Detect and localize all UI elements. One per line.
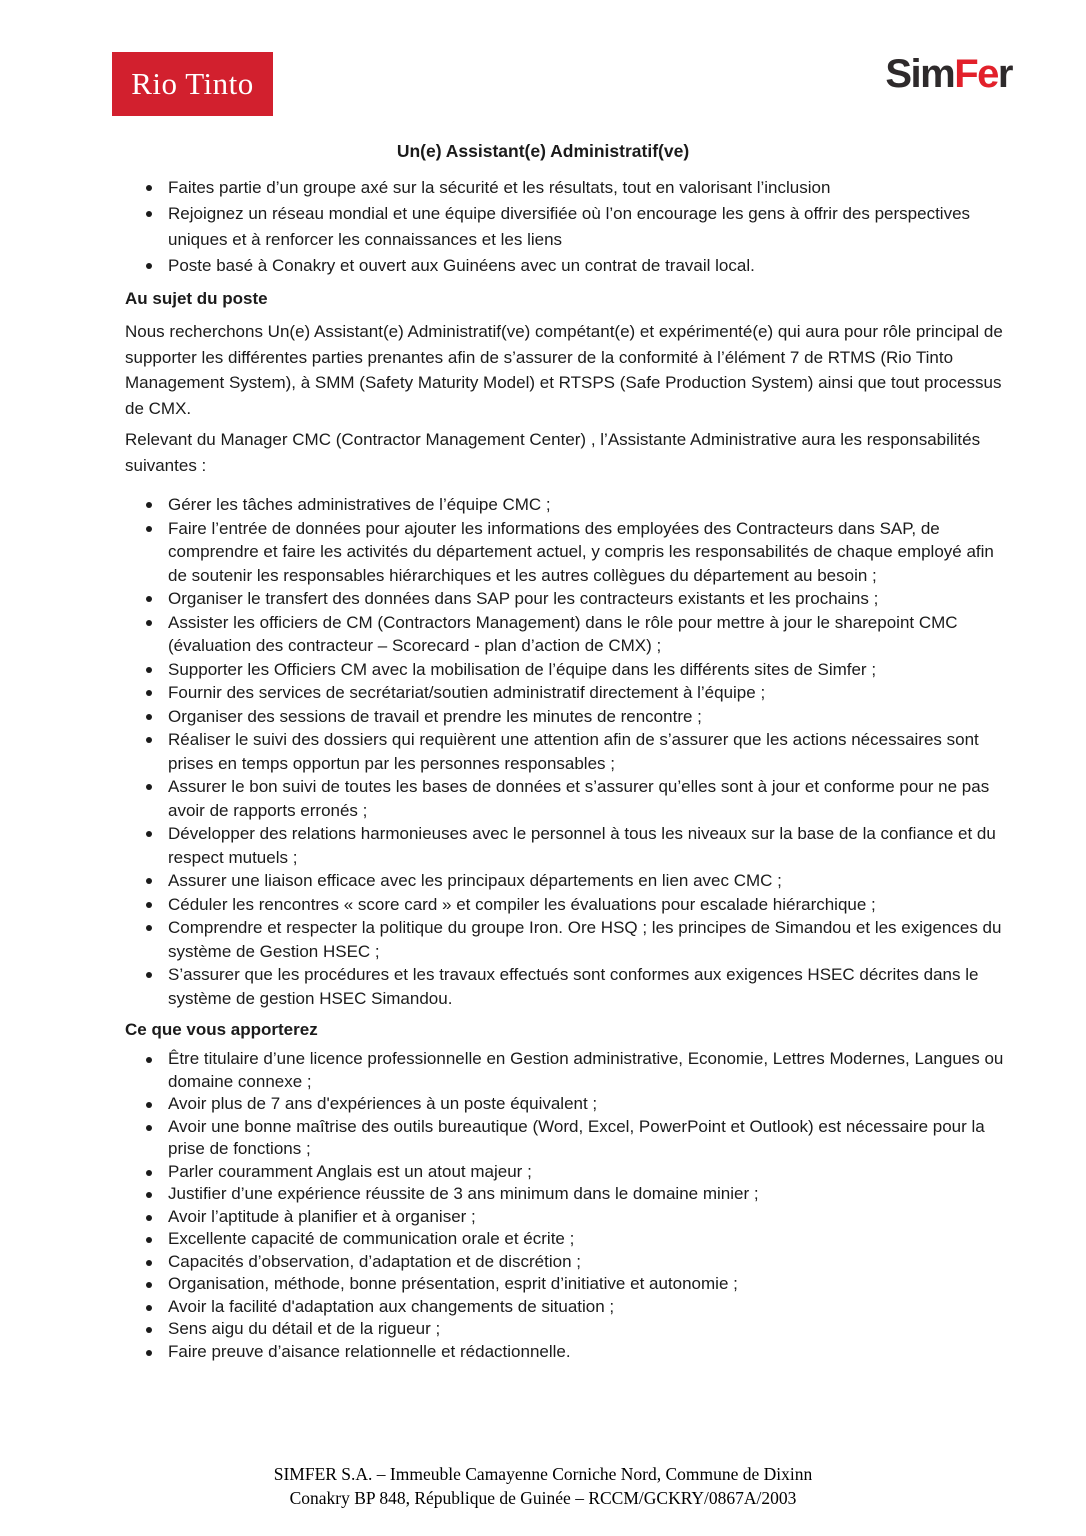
responsibility-item: Faire l’entrée de données pour ajouter les informations des employées des Contracteurs dans SAP, de comprendre et faire les activités du département actuel, y compris les responsabilités de chaque employé afin de soutenir les responsables hiérarchiques et les autres collègues du département au besoin ;: [168, 517, 1008, 588]
intro-bullet-item: Poste basé à Conakry et ouvert aux Guinéens avec un contrat de travail local.: [168, 253, 1008, 279]
section-heading-about: Au sujet du poste: [125, 289, 268, 308]
responsibility-item: Organiser le transfert des données dans SAP pour les contracteurs existants et les prochains ;: [168, 587, 1008, 611]
simfer-logo: [885, 54, 1012, 94]
qualification-item: Excellente capacité de communication orale et écrite ;: [168, 1228, 1008, 1251]
responsibility-item: Comprendre et respecter la politique du groupe Iron. Ore HSQ ; les principes de Simandou et les exigences du système de Gestion HSEC ;: [168, 916, 1008, 963]
job-title: Un(e) Assistant(e) Administratif(ve): [396, 141, 690, 161]
responsibility-item: S’assurer que les procédures et les travaux effectués sont conformes aux exigences HSEC décrites dans le système de gestion HSEC Simandou.: [168, 963, 1008, 1010]
footer-registration-line: Conakry BP 848, République de Guinée – RCCM/GCKRY/0867A/2003: [289, 1488, 797, 1508]
qualification-item: Avoir la facilité d'adaptation aux changements de situation ;: [168, 1296, 1008, 1319]
qualification-item: Avoir plus de 7 ans d'expériences à un poste équivalent ;: [168, 1093, 1008, 1116]
section-heading-bring: Ce que vous apporterez: [125, 1020, 318, 1039]
rio-tinto-logo: [112, 52, 273, 116]
responsibility-item: Céduler les rencontres « score card » et compiler les évaluations pour escalade hiérarchique ;: [168, 893, 1008, 917]
footer: [0, 1462, 1086, 1510]
responsibility-item: Gérer les tâches administratives de l’équipe CMC ;: [168, 493, 1008, 517]
qualifications-list: [125, 1048, 1008, 1363]
responsibility-item: Développer des relations harmonieuses avec le personnel à tous les niveaux sur la base de la confiance et du respect mutuels ;: [168, 822, 1008, 869]
qualification-item: Faire preuve d’aisance relationnelle et rédactionnelle.: [168, 1341, 1008, 1364]
responsibility-item: Supporter les Officiers CM avec la mobilisation de l’équipe dans les différents sites de Simfer ;: [168, 658, 1008, 682]
qualification-item: Organisation, méthode, bonne présentation, esprit d’initiative et autonomie ;: [168, 1273, 1008, 1296]
qualification-item: Avoir une bonne maîtrise des outils bureautique (Word, Excel, PowerPoint et Outlook) est nécessaire pour la prise de fonctions ;: [168, 1116, 1008, 1161]
intro-bullet-item: Rejoignez un réseau mondial et une équipe diversifiée où l’on encourage les gens à offrir des perspectives uniques et à renforcer les connaissances et les liens: [168, 201, 1008, 253]
responsibility-item: Organiser des sessions de travail et prendre les minutes de rencontre ;: [168, 705, 1008, 729]
qualification-item: Parler couramment Anglais est un atout majeur ;: [168, 1161, 1008, 1184]
about-paragraph-role: Nous recherchons Un(e) Assistant(e) Administratif(ve) compétant(e) et expérimenté(e) qui aura pour rôle principal de supporter les différentes parties prenantes afin de s’assurer de la conformité à l’élément 7 de RTMS (Rio Tinto Management System), à SMM (Safety Maturity Model) et RTSPS (Safe Production System) ainsi que tout processus de CMX.: [125, 322, 1003, 418]
intro-bullet-list: [125, 175, 1008, 279]
responsibility-item: Assurer le bon suivi de toutes les bases de données et s’assurer qu’elles sont à jour et conforme pour ne pas avoir de rapports erronés ;: [168, 775, 1008, 822]
qualification-item: Sens aigu du détail et de la rigueur ;: [168, 1318, 1008, 1341]
footer-address-line: SIMFER S.A. – Immeuble Camayenne Corniche Nord, Commune de Dixinn: [273, 1464, 813, 1484]
qualification-item: Être titulaire d’une licence professionnelle en Gestion administrative, Economie, Lettres Modernes, Langues ou domaine connexe ;: [168, 1048, 1008, 1093]
responsibility-item: Assurer une liaison efficace avec les principaux départements en lien avec CMC ;: [168, 869, 1008, 893]
responsibility-item: Réaliser le suivi des dossiers qui requièrent une attention afin de s’assurer que les actions nécessaires sont prises en temps opportun par les personnes responsables ;: [168, 728, 1008, 775]
qualification-item: Avoir l’aptitude à planifier et à organiser ;: [168, 1206, 1008, 1229]
simfer-logo-fe: Fe: [954, 52, 998, 96]
responsibility-item: Assister les officiers de CM (Contractors Management) dans le rôle pour mettre à jour le sharepoint CMC (évaluation des contracteur – Scorecard - plan d’action de CMX) ;: [168, 611, 1008, 658]
intro-bullet-item: Faites partie d’un groupe axé sur la sécurité et les résultats, tout en valorisant l’inclusion: [168, 175, 1008, 201]
rio-tinto-logo-text: Rio Tinto: [131, 66, 254, 101]
qualification-item: Justifier d’une expérience réussite de 3 ans minimum dans le domaine minier ;: [168, 1183, 1008, 1206]
letterhead: [112, 52, 1012, 116]
qualification-item: Capacités d’observation, d’adaptation et de discrétion ;: [168, 1251, 1008, 1274]
responsibility-item: Fournir des services de secrétariat/soutien administratif directement à l’équipe ;: [168, 681, 1008, 705]
responsibilities-list: [125, 493, 1008, 1010]
simfer-logo-sim: Sim: [885, 52, 955, 96]
simfer-logo-r: r: [997, 52, 1012, 96]
about-paragraph-reporting: Relevant du Manager CMC (Contractor Management Center) , l’Assistante Administrative aura les responsabilités suivantes :: [125, 430, 981, 475]
